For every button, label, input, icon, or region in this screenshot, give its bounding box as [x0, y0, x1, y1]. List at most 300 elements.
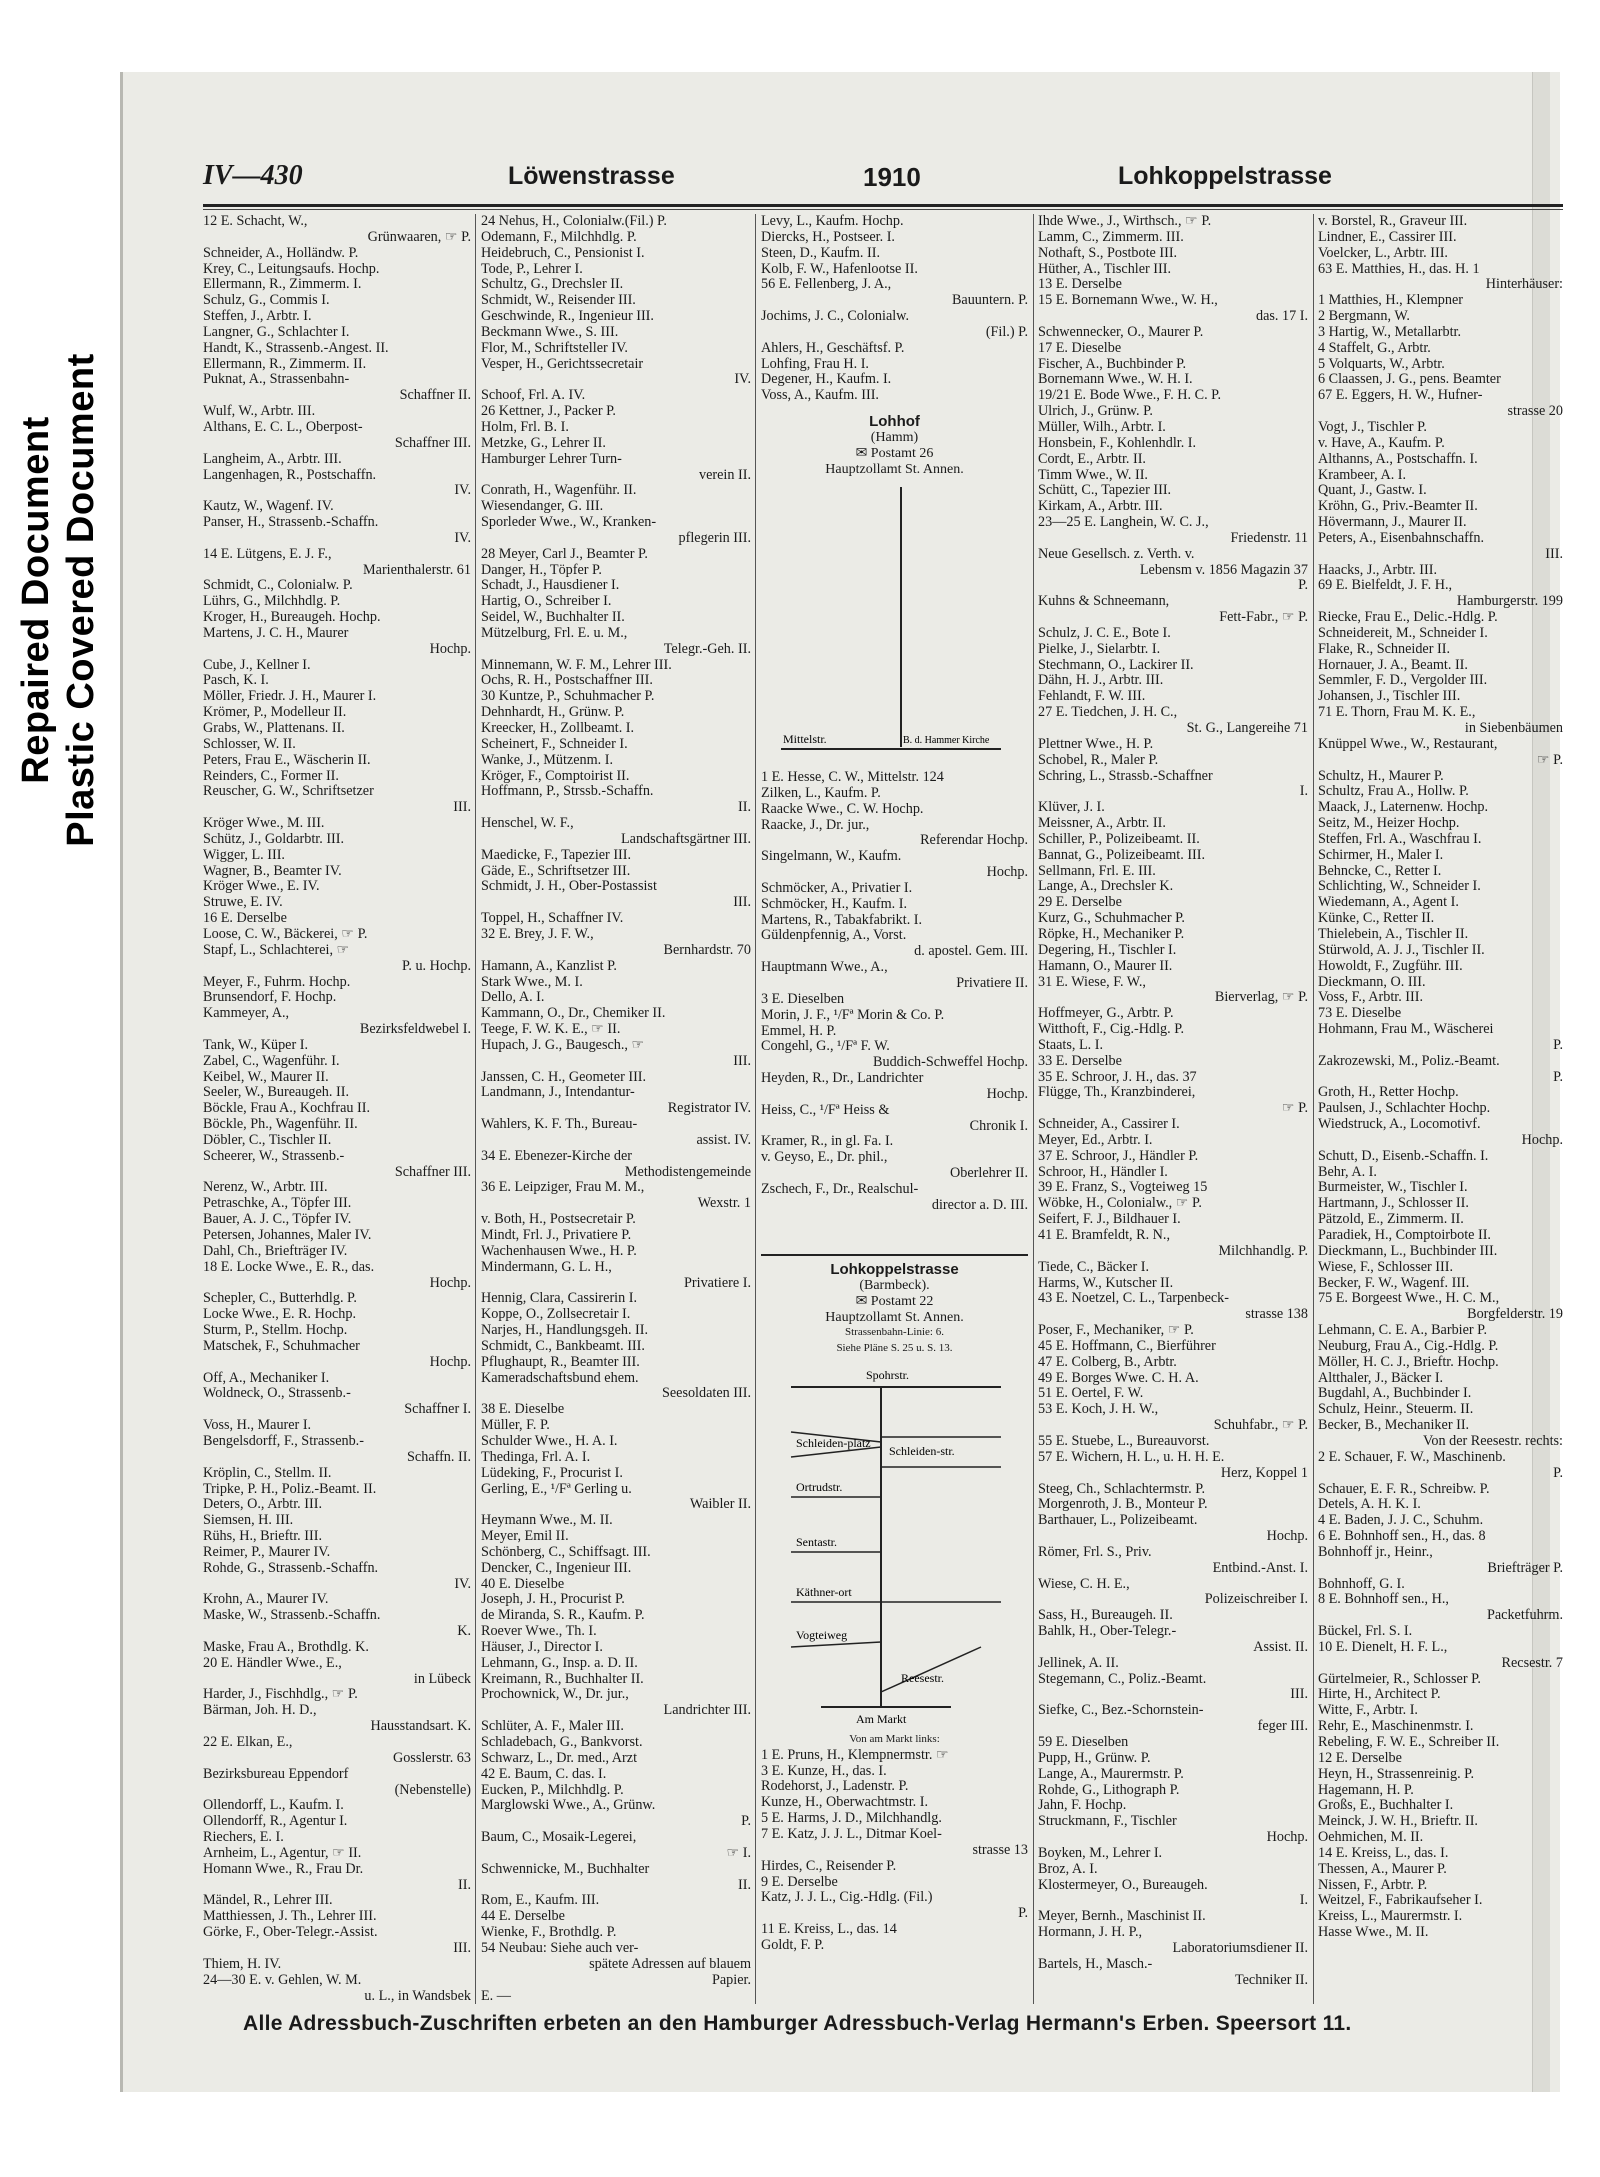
directory-entry: Schmidt, C., Bankbeamt. III. [481, 1338, 645, 1354]
directory-entry: Gäde, E., Schriftsetzer III. [481, 863, 631, 879]
directory-entry: 43 E. Noetzel, C. L., Tarpenbeck- [1038, 1291, 1229, 1307]
map-label-vogteiweg: Vogteiweg [796, 1628, 848, 1643]
directory-entry: Janssen, C. H., Geometer III. [481, 1069, 647, 1085]
directory-entry: Henschel, W. F., [481, 816, 574, 832]
directory-entry: Laboratoriumsdiener II. [1172, 1940, 1308, 1956]
directory-entry: (Nebenstelle) [394, 1782, 471, 1798]
directory-entry: Barthauer, L., Polizeibeamt. [1038, 1513, 1198, 1529]
directory-entry: Seifert, F. J., Bildhauer I. [1038, 1212, 1181, 1228]
directory-entry: Schauer, E. F. R., Schreibw. P. [1318, 1481, 1490, 1497]
directory-entry: Wulf, W., Arbtr. III. [203, 404, 316, 420]
directory-entry: Krömer, P., Modelleur II. [203, 705, 347, 721]
directory-entry: ☞ I. [726, 1845, 751, 1861]
directory-entry: 4 E. Baden, J. J. C., Schuhm. [1318, 1513, 1484, 1529]
directory-entry: Kammann, O., Dr., Chemiker II. [481, 1006, 666, 1022]
directory-entry: strasse 13 [972, 1842, 1028, 1858]
directory-entry: Hornauer, J. A., Beamt. II. [1318, 657, 1468, 673]
directory-entry: 7 E. Katz, J. J. L., Ditmar Koel- [761, 1826, 942, 1842]
directory-entry: Grünwaaren, ☞ P. [367, 229, 471, 245]
directory-entry: Künke, C., Retter II. [1318, 911, 1435, 927]
directory-entry: Neue Gesellsch. z. Verth. v. [1038, 546, 1195, 562]
directory-entry: Langenhagen, R., Postschaffn. [203, 467, 377, 483]
directory-entry: Schultz, Frau A., Hollw. P. [1318, 784, 1469, 800]
page-footer: Alle Adressbuch-Zuschriften erbeten an den Hamburger Adressbuch-Verlag Hermann's Erben. Speersort 11. [243, 2012, 1352, 2035]
directory-entry: Briefträger P. [1487, 1560, 1563, 1576]
directory-entry: Buddich-Schweffel Hochp. [873, 1055, 1028, 1071]
directory-entry: Voelcker, L., Arbtr. III. [1318, 245, 1448, 261]
directory-entry: Schwennecker, O., Maurer P. [1038, 324, 1204, 340]
directory-entry: Fett-Fabr., ☞ P. [1219, 610, 1308, 626]
directory-entry: Geschwinde, R., Ingenieur III. [481, 309, 654, 325]
directory-entry: Zschech, F., Dr., Realschul- [761, 1181, 919, 1197]
directory-entry: 1 Matthies, H., Klempner [1318, 293, 1463, 309]
directory-entry: Ellermann, R., Zimmerm. II. [203, 356, 367, 372]
directory-entry: 56 E. Fellenberg, J. A., [761, 277, 892, 293]
section-rule [761, 1254, 1028, 1256]
directory-entry: 4 Staffelt, G., Arbtr. [1318, 340, 1431, 356]
directory-entry: Zilken, L., Kaufm. P. [761, 785, 881, 801]
directory-entry: Schroor, H., Händler I. [1038, 1164, 1168, 1180]
page-header [203, 160, 1563, 200]
directory-entry: E. — [481, 1988, 511, 2004]
directory-entry: Bezirksbureau Eppendorf [203, 1766, 349, 1782]
directory-entry: Rühs, H., Brieftr. III. [203, 1529, 322, 1545]
directory-entry: Häuser, J., Director I. [481, 1639, 603, 1655]
directory-entry: Kurz, G., Schuhmacher P. [1038, 911, 1185, 927]
directory-entry: Wienke, F., Brothdlg. P. [481, 1925, 617, 1941]
directory-entry: 47 E. Colberg, B., Arbtr. [1038, 1354, 1177, 1370]
directory-entry: Reimer, P., Maurer IV. [203, 1544, 331, 1560]
lohkoppel-section [761, 1254, 1028, 1954]
directory-entry: 38 E. Dieselbe [481, 1402, 565, 1418]
directory-entry: 8 E. Bohnhoff sen., H., [1318, 1592, 1449, 1608]
directory-entry: Heyden, R., Dr., Landrichter [761, 1071, 924, 1087]
directory-entry: 24 Nehus, H., Colonialw.(Fil.) P. [481, 214, 667, 229]
directory-entry: Flügge, Th., Kranzbinderei, [1038, 1085, 1196, 1101]
directory-entry: Schiller, P., Polizeibeamt. II. [1038, 831, 1200, 847]
directory-entry: Kolb, F. W., Hafenlootse II. [761, 261, 918, 277]
directory-entry: Kröger Wwe., M. III. [203, 816, 325, 832]
directory-entry: Wahlers, K. F. Th., Bureau- [481, 1117, 638, 1133]
directory-entry: St. G., Langereihe 71 [1186, 721, 1308, 736]
directory-entry: Sturm, P., Stellm. Hochp. [203, 1323, 348, 1339]
header-rule-thin [203, 209, 1563, 210]
directory-entry: Wiesendanger, G. III. [481, 499, 604, 515]
lohkoppel-sub: (Barmbeck). [859, 1277, 930, 1293]
directory-entry: Poser, F., Mechaniker, ☞ P. [1038, 1323, 1194, 1339]
directory-entry: Raacke, J., Dr. jur., [761, 817, 870, 833]
directory-entry: Wexstr. 1 [697, 1196, 751, 1212]
directory-entry: Schlüter, A. F., Maler III. [481, 1719, 624, 1735]
directory-entry: Röpke, H., Mechaniker P. [1038, 926, 1185, 942]
directory-entry: d. apostel. Gem. III. [914, 944, 1028, 960]
directory-entry: Matthiessen, J. Th., Lehrer III. [203, 1909, 377, 1925]
directory-entry: Bornemann Wwe., W. H. I. [1038, 372, 1193, 388]
directory-entry: Katz, J. J. L., Cig.-Hdlg. (Fil.) [761, 1890, 933, 1906]
directory-entry: Papier. [711, 1972, 751, 1988]
directory-entry: P. [1553, 1037, 1563, 1053]
directory-entry: Struckmann, F., Tischler [1038, 1814, 1177, 1830]
directory-entry: Dieckmann, O. III. [1318, 974, 1426, 990]
directory-entry: Tode, P., Lehrer I. [481, 261, 583, 277]
side-label [0, 0, 118, 1200]
directory-entry: Morgenroth, J. B., Monteur P. [1038, 1497, 1208, 1513]
directory-entry: 30 Kuntze, P., Schuhmacher P. [481, 689, 655, 705]
directory-entry: verein II. [699, 467, 751, 483]
directory-entry: Voss, A., Kaufm. III. [761, 388, 879, 404]
directory-entry: Ellermann, R., Zimmerm. I. [203, 277, 362, 293]
directory-entry: Knüppel Wwe., W., Restaurant, [1318, 736, 1498, 752]
directory-entry: Mindermann, G. L. H., [481, 1259, 612, 1275]
scanned-page [120, 72, 1563, 2092]
directory-entry: Lohfing, Frau H. I. [761, 356, 869, 372]
directory-entry: Sporleder Wwe., W., Kranken- [481, 515, 657, 531]
directory-entry: Degering, H., Tischler I. [1038, 942, 1177, 958]
directory-entry: Bernhardstr. 70 [663, 942, 751, 958]
directory-entry: Schirmer, H., Maler I. [1318, 847, 1444, 863]
directory-entry: Kroger, H., Bureaugeh. Hochp. [203, 610, 381, 626]
directory-entry: Böckle, Ph., Wagenführ. II. [203, 1117, 358, 1133]
directory-entry: 67 E. Eggers, H. W., Hufner- [1318, 388, 1483, 404]
directory-entry: 24—30 E. v. Gehlen, W. M. [203, 1972, 362, 1988]
directory-entry: Polizeischreiber I. [1204, 1592, 1308, 1608]
directory-entry: Riecke, Frau E., Delic.-Hdlg. P. [1318, 610, 1498, 626]
directory-entry: spätete Adressen auf blauem [589, 1956, 751, 1972]
directory-entry: Tiede, C., Bäcker I. [1038, 1259, 1149, 1275]
directory-entry: Hamann, A., Kanzlist P. [481, 958, 617, 974]
directory-entry: Cordt, E., Arbtr. II. [1038, 451, 1146, 467]
directory-entry: Behncke, C., Retter I. [1318, 863, 1442, 879]
directory-entry: Schulz, J. C. E., Bote I. [1038, 625, 1171, 641]
directory-entry: Prochownick, W., Dr. jur., [481, 1687, 629, 1703]
directory-entry: Eucken, P., Milchhdlg. P. [481, 1782, 624, 1798]
directory-entry: Kammeyer, A., [203, 1006, 290, 1022]
directory-entry: Wanke, J., Mützenm. I. [481, 752, 614, 768]
directory-entry: 75 E. Borgeest Wwe., H. C. M., [1318, 1291, 1500, 1307]
directory-entry: Gosslerstr. 63 [392, 1750, 471, 1766]
directory-entry: ☞ P. [1281, 1101, 1308, 1117]
directory-entry: Pätzold, E., Zimmerm. II. [1318, 1212, 1464, 1228]
directory-entry: Stürwold, A. J. J., Tischler II. [1318, 942, 1485, 958]
directory-entry: in Lübeck [413, 1671, 471, 1687]
directory-entry: Hoffmeyer, G., Arbtr. P. [1038, 1006, 1174, 1022]
directory-entry: Thielebein, A., Tischler II. [1318, 926, 1469, 942]
lohkoppel-linie: Strassenbahn-Linie: 6. [845, 1326, 944, 1339]
lohkoppel-title: Lohkoppelstrasse [830, 1261, 959, 1278]
directory-entry: Witte, F., Arbtr. I. [1318, 1703, 1418, 1719]
map-label-sentastr: Sentastr. [796, 1535, 837, 1550]
directory-entry: Schmöcker, A., Privatier I. [761, 880, 913, 896]
directory-entry: Maske, Frau A., Brothdlg. K. [203, 1639, 369, 1655]
directory-entry: 5 Volquarts, W., Arbtr. [1318, 356, 1445, 372]
directory-entry: Stark Wwe., M. I. [481, 974, 583, 990]
directory-entry: Becker, F. W., Wagenf. III. [1318, 1275, 1470, 1291]
directory-entry: 18 E. Locke Wwe., E. R., das. [203, 1259, 375, 1275]
directory-entry: Kröhn, G., Priv.-Beamter II. [1318, 499, 1478, 515]
directory-entry: 1 E. Pruns, H., Klempnermstr. ☞ [761, 1747, 949, 1763]
directory-entry: v. Both, H., Postsecretair P. [481, 1212, 636, 1228]
directory-entry: 37 E. Schroor, J., Händler P. [1038, 1148, 1199, 1164]
directory-entry: Hoffmann, P., Strssb.-Schaffn. [481, 784, 654, 800]
directory-entry: Hauptmann Wwe., A., [761, 960, 888, 976]
directory-entry: P. [741, 1814, 751, 1830]
directory-entry: Müller, Wilh., Arbtr. I. [1038, 419, 1166, 435]
directory-entry: Holm, Frl. B. I. [481, 419, 569, 435]
directory-entry: Friedenstr. 11 [1230, 530, 1308, 546]
directory-entry: Hochp. [986, 865, 1028, 881]
directory-entry: 31 E. Wiese, F. W., [1038, 974, 1146, 990]
directory-entry: Howoldt, F., Zugführ. III. [1318, 958, 1463, 974]
directory-entry: Hausstandsart. K. [370, 1719, 471, 1735]
directory-entry: Hennig, Clara, Cassirerin I. [481, 1291, 638, 1307]
directory-entry: 16 E. Derselbe [203, 911, 287, 927]
directory-entry: IV. [454, 483, 471, 499]
lohkoppel-zoll: Hauptzollamt St. Annen. [825, 1309, 964, 1325]
directory-entry: Klüver, J. I. [1038, 800, 1105, 816]
lohhof-zoll: Hauptzollamt St. Annen. [825, 461, 964, 477]
directory-entry: Marienthalerstr. 61 [363, 562, 471, 578]
directory-entry: Oberlehrer II. [950, 1166, 1028, 1182]
directory-entry: Kameradschaftsbund ehem. [481, 1370, 639, 1386]
directory-entry: Kröger, F., Comptoirist II. [481, 768, 630, 784]
directory-entry: Deters, O., Arbtr. III. [203, 1497, 322, 1513]
directory-entry: Zakrozewski, M., Poliz.-Beamt. [1318, 1053, 1500, 1069]
directory-entry: Hochp. [429, 641, 471, 657]
directory-entry: Althans, E. C. L., Oberpost- [203, 419, 363, 435]
column-1 [203, 214, 471, 2004]
directory-entry: Schlichting, W., Schneider I. [1318, 879, 1481, 895]
directory-entry: Locke Wwe., E. R. Hochp. [203, 1307, 357, 1323]
directory-entry: Bauuntern. P. [951, 293, 1028, 309]
directory-entry: Weitzel, F., Fabrikaufseher I. [1318, 1893, 1483, 1909]
directory-entry: IV. [454, 530, 471, 546]
directory-entry: Schultz, G., Drechsler II. [481, 277, 624, 293]
directory-entry: Bugdahl, A., Buchbinder I. [1318, 1386, 1472, 1402]
directory-entry: 26 Kettner, J., Packer P. [481, 404, 616, 420]
lohkoppel-map [761, 1357, 1028, 1727]
directory-entry: 63 E. Matthies, H., das. H. 1 [1318, 261, 1480, 277]
directory-entry: Schring, L., Strassb.-Schaffner [1038, 768, 1213, 784]
directory-entry: Schmöcker, H., Kaufm. I. [761, 896, 907, 912]
directory-entry: Schaffner III. [394, 435, 471, 451]
directory-entry: Hochp. [1266, 1830, 1308, 1846]
directory-entry: Jochims, J. C., Colonialw. [761, 309, 910, 325]
directory-entry: 11 E. Kreiss, L., das. 14 [761, 1922, 897, 1938]
directory-entry: Bauer, A. J. C., Töpfer IV. [203, 1212, 352, 1228]
column-3 [761, 214, 1028, 2004]
directory-entry: Steeg, Ch., Schlachtermstr. P. [1038, 1481, 1206, 1497]
directory-entry: Lüdeking, F., Procurist I. [481, 1465, 623, 1481]
directory-entry: Harms, W., Kutscher II. [1038, 1275, 1174, 1291]
lohhof-section [761, 414, 1028, 782]
directory-entry: Privatiere I. [684, 1275, 751, 1291]
directory-entry: Marglowski Wwe., A., Grünw. [481, 1798, 656, 1814]
directory-entry: in Siebenbäumen [1464, 721, 1563, 736]
directory-entry: Schladebach, G., Bankvorst. [481, 1735, 643, 1750]
map-label-schleidenplatz: Schleiden-platz [796, 1436, 871, 1451]
directory-entry: 57 E. Wichern, H. L., u. H. H. E. [1038, 1449, 1225, 1465]
map-label-kaethnerort: Käthner-ort [796, 1585, 852, 1600]
directory-entry: Hirdes, C., Reisender P. [761, 1858, 897, 1874]
column-4 [1038, 214, 1308, 2004]
directory-entry: Wiedstruck, A., Locomotivf. [1318, 1117, 1481, 1133]
directory-entry: Haacks, J., Arbtr. III. [1318, 562, 1437, 578]
directory-entry: Bengelsdorff, F., Strassenb.- [203, 1433, 364, 1449]
directory-entry: P. [1018, 1906, 1028, 1922]
directory-entry: Steffen, Frl. A., Waschfrau I. [1318, 831, 1482, 847]
directory-entry: Lührs, G., Milchhdlg. P. [203, 594, 341, 610]
directory-entry: Schneidereit, M., Schneider I. [1318, 625, 1488, 641]
repaired-document-label: Repaired Document [15, 416, 57, 784]
directory-entry: Behr, A. I. [1318, 1164, 1377, 1180]
header-year: 1910 [863, 162, 921, 192]
links-heading: Von am Markt links: [849, 1732, 940, 1745]
directory-entry: Mützelburg, Frl. E. u. M., [481, 625, 628, 641]
directory-entry: Telegr.-Geh. II. [663, 641, 751, 657]
directory-entry: 14 E. Lütgens, E. J. F., [203, 546, 332, 562]
directory-entry: Stegemann, C., Poliz.-Beamt. [1038, 1671, 1207, 1687]
directory-entry: Reuscher, G. W., Schriftsetzer [203, 784, 374, 800]
map-label-mittelstr: Mittelstr. [783, 732, 827, 747]
directory-entry: Loose, C. W., Bäckerei, ☞ P. [203, 926, 368, 942]
directory-entry: Dello, A. I. [481, 990, 545, 1006]
directory-entry: Rohde, G., Lithograph P. [1038, 1782, 1180, 1798]
directory-entry: Hartmann, J., Schlosser II. [1318, 1196, 1469, 1212]
directory-entry: Voss, H., Maurer I. [203, 1418, 312, 1434]
directory-entry: Timm Wwe., W. II. [1038, 467, 1148, 483]
directory-entry: Nothaft, S., Postbote III. [1038, 245, 1178, 261]
directory-entry: Meyer, Emil II. [481, 1529, 569, 1545]
directory-entry: Thiem, H. IV. [203, 1956, 282, 1972]
directory-entry: v. Have, A., Kaufm. P. [1318, 435, 1445, 451]
directory-entry: Bartels, H., Masch.- [1038, 1956, 1153, 1972]
directory-entry: 6 E. Bohnhoff sen., H., das. 8 [1318, 1529, 1486, 1545]
directory-entry: II. [458, 1877, 471, 1893]
directory-entry: Ollendorff, R., Agentur I. [203, 1814, 348, 1830]
directory-entry: 45 E. Hoffmann, C., Bierführer [1038, 1338, 1216, 1354]
directory-entry: Rebeling, F. W. E., Schreiber II. [1318, 1735, 1500, 1750]
directory-entry: 51 E. Oertel, F. W. [1038, 1386, 1144, 1402]
directory-entry: Semmler, F. D., Vergolder III. [1318, 673, 1488, 689]
directory-entry: Toppel, H., Schaffner IV. [481, 911, 624, 927]
directory-entry: 14 E. Kreiss, L., das. I. [1318, 1845, 1449, 1861]
directory-entry: Metzke, G., Lehrer II. [481, 435, 606, 451]
directory-entry: Groth, H., Retter Hochp. [1318, 1085, 1459, 1101]
directory-entry: Lange, A., Drechsler K. [1038, 879, 1174, 895]
directory-entry: Levy, L., Kaufm. Hochp. [761, 214, 904, 229]
directory-entry: Quant, J., Gastw. I. [1318, 483, 1427, 499]
directory-entry: Döbler, C., Tischler II. [203, 1132, 332, 1148]
directory-entry: strasse 138 [1245, 1307, 1308, 1323]
directory-entry: feger III. [1257, 1719, 1308, 1735]
directory-entry: Grabs, W., Plattenans. II. [203, 721, 345, 736]
directory-entry: Von der Reesestr. rechts: [1422, 1433, 1563, 1449]
directory-entry: Hamburger Lehrer Turn- [481, 451, 622, 467]
directory-entry: Danger, H., Töpfer P. [481, 562, 602, 578]
directory-entry: Jahn, F. Hochp. [1038, 1798, 1127, 1814]
directory-entry: 2 Bergmann, W. [1318, 309, 1410, 325]
directory-entry: Schaffner I. [404, 1402, 471, 1418]
directory-entry: Odemann, F., Milchhdlg. P. [481, 229, 637, 245]
directory-entry: 29 E. Derselbe [1038, 895, 1122, 911]
directory-columns [203, 214, 1563, 2004]
directory-entry: Kirkam, A., Arbtr. III. [1038, 499, 1163, 515]
directory-entry: Schmidt, W., Reisender III. [481, 293, 636, 309]
directory-entry: Dähn, H. J., Arbtr. III. [1038, 673, 1164, 689]
directory-entry: 5 E. Harms, J. D., Milchhandlg. [761, 1811, 942, 1827]
directory-entry: Teege, F. W. K. E., ☞ II. [481, 1022, 621, 1038]
column-divider [475, 214, 476, 2004]
directory-entry: Thedinga, Frl. A. I. [481, 1449, 591, 1465]
directory-entry: Schulz, G., Commis I. [203, 293, 330, 309]
directory-entry: Schneider, A., Cassirer I. [1038, 1117, 1180, 1133]
directory-entry: Meyer, F., Fuhrm. Hochp. [203, 974, 351, 990]
directory-entry: Methodistengemeinde [624, 1164, 751, 1180]
directory-entry: Maedicke, F., Tapezier III. [481, 847, 632, 863]
directory-entry: Schütt, C., Tapezier III. [1038, 483, 1172, 499]
directory-entry: Dehnhardt, H., Grünw. P. [481, 705, 625, 721]
directory-entry: Hinterhäuser: [1485, 277, 1563, 293]
directory-entry: Schultz, H., Maurer P. [1318, 768, 1444, 784]
directory-entry: Milchhandlg. P. [1218, 1243, 1308, 1259]
column-5 [1318, 214, 1563, 2004]
directory-entry: 3 E. Kunze, H., das. I. [761, 1763, 887, 1779]
directory-entry: (Fil.) P. [985, 324, 1028, 340]
directory-entry: 35 E. Schroor, J. H., das. 37 [1038, 1069, 1197, 1085]
directory-entry: Schutt, D., Eisenb.-Schaffn. I. [1318, 1148, 1489, 1164]
directory-entry: Rohde, G., Strassenb.-Schaffn. [203, 1560, 379, 1576]
directory-entry: Pflughaupt, R., Beamter III. [481, 1354, 640, 1370]
directory-entry: v. Borstel, R., Graveur III. [1318, 214, 1468, 229]
directory-entry: Seesoldaten III. [661, 1386, 751, 1402]
directory-entry: Hochp. [1521, 1132, 1563, 1148]
directory-entry: Becker, B., Mechaniker II. [1318, 1418, 1470, 1434]
map-label-spohrstr: Spohrstr. [866, 1368, 910, 1383]
directory-entry: Schwarz, L., Dr. med., Arzt [481, 1750, 638, 1766]
directory-entry: III. [453, 800, 471, 816]
directory-entry: 6 Claassen, J. G., pens. Beamter [1318, 372, 1501, 388]
directory-entry: Lebensm v. 1856 Magazin 37 [1139, 562, 1308, 578]
directory-entry: Registrator IV. [667, 1101, 751, 1117]
directory-entry: Fischer, A., Buchbinder P. [1038, 356, 1186, 372]
directory-entry: Wiedemann, A., Agent I. [1318, 895, 1459, 911]
directory-entry: Rehr, E., Maschinenmstr. I. [1318, 1719, 1474, 1735]
directory-entry: 39 E. Franz, S., Vogteiweg 15 [1038, 1180, 1208, 1196]
directory-entry: Hövermann, J., Maurer II. [1318, 515, 1467, 531]
directory-entry: Stapf, L., Schlachterei, ☞ [203, 942, 350, 958]
directory-entry: 34 E. Ebenezer-Kirche der [481, 1148, 632, 1164]
directory-entry: Möller, H. C. J., Brieftr. Hochp. [1318, 1354, 1499, 1370]
directory-entry: Roever Wwe., Th. I. [481, 1624, 597, 1640]
directory-entry: Thessen, A., Maurer P. [1318, 1861, 1447, 1877]
directory-entry: 42 E. Baum, C. das. I. [481, 1766, 607, 1782]
directory-entry: Kautz, W., Wagenf. IV. [203, 499, 334, 515]
directory-entry: Schwennicke, M., Buchhalter [481, 1861, 650, 1877]
directory-entry: Meyer, Bernh., Maschinist II. [1038, 1909, 1206, 1925]
directory-entry: 23—25 E. Langhein, W. C. J., [1038, 515, 1209, 531]
directory-entry: Krambeer, A. I. [1318, 467, 1407, 483]
directory-entry: Morin, J. F., ¹/Fª Morin & Co. P. [761, 1007, 945, 1023]
directory-entry: P. u. Hochp. [402, 958, 471, 974]
directory-entry: Siefke, C., Bez.-Schornstein- [1038, 1703, 1204, 1719]
directory-entry: Hochp. [986, 1086, 1028, 1102]
directory-entry: Lange, A., Maurermstr. P. [1038, 1766, 1184, 1782]
lohkoppel-entries [761, 1748, 1028, 1954]
directory-entry: 28 Meyer, Carl J., Beamter P. [481, 546, 648, 562]
directory-entry: Beckmann Wwe., S. III. [481, 324, 619, 340]
directory-entry: Hamburgerstr. 199 [1456, 594, 1563, 610]
directory-entry: Meinck, J. W. H., Brieftr. II. [1318, 1814, 1478, 1830]
